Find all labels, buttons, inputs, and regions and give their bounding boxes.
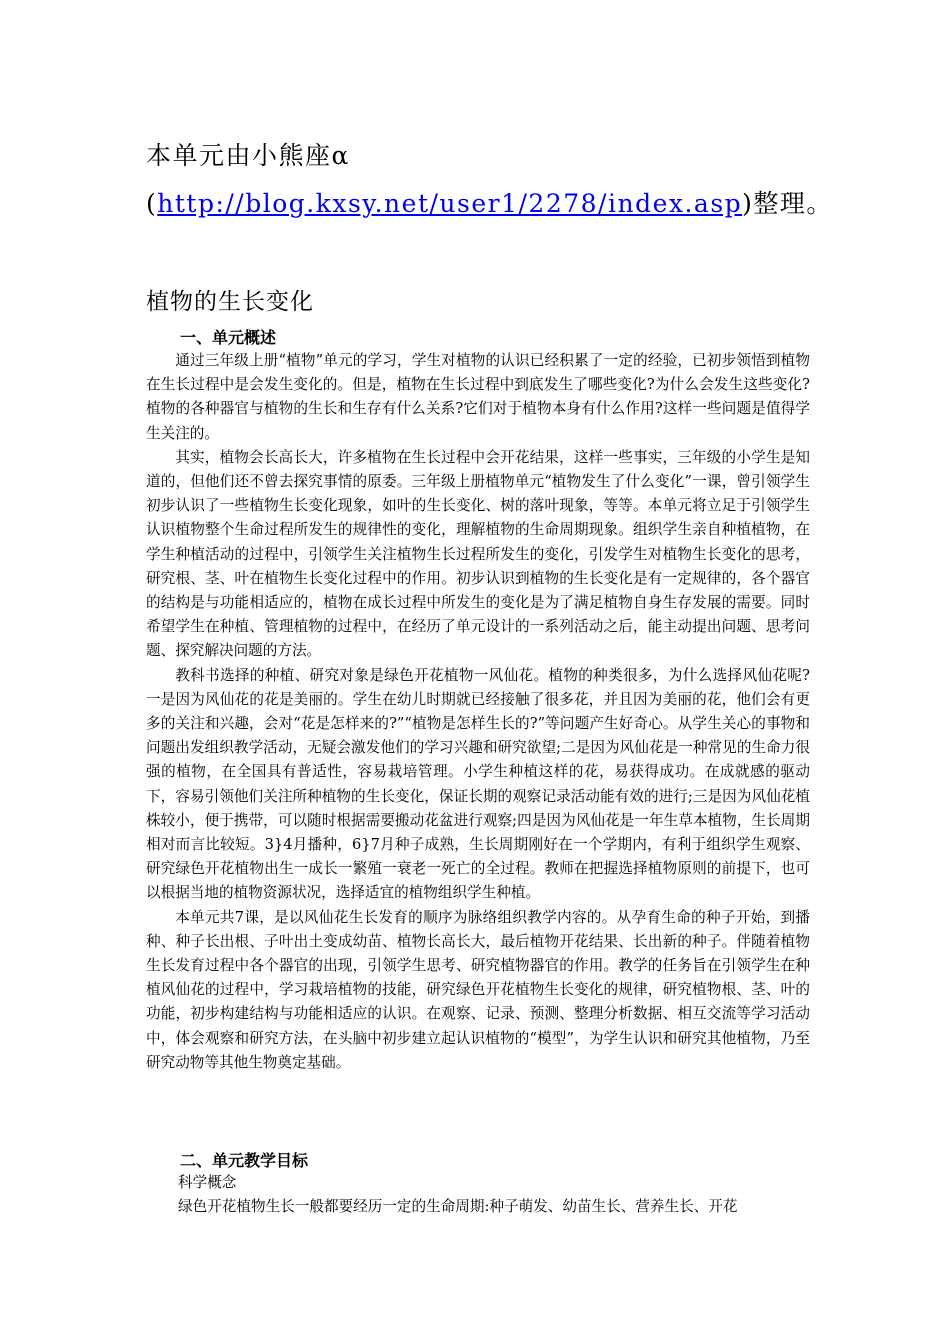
overview-body	[146, 349, 810, 1075]
section-heading-goals: 二、单元教学目标	[180, 1151, 309, 1170]
header-credit-text: 本单元由小熊座α	[146, 141, 350, 170]
paren-open: (	[146, 189, 158, 218]
header-credit	[146, 136, 350, 172]
paragraph: 通过三年级上册“植物”单元的学习，学生对植物的认识已经积累了一定的经验，已初步领悟到植物在生长过程中是会发生变化的。但是，植物在生长过程中到底发生了哪些变化?为什么会发生这些变化?植物的各种器官与植物的生长和生存有什么关系?它们对于植物本身有什么作用?这样一些问题是值得学生关注的。	[146, 352, 810, 442]
paragraph: 教科书选择的种植、研究对象是绿色开花植物一风仙花。植物的种类很多，为什么选择风仙花呢?一是因为风仙花的花是美丽的。学生在幼儿时期就已经接触了很多花，并且因为美丽的花，他们会有更多的关注和兴趣，会对“花是怎样来的?”“植物是怎样生长的?”等问题产生好奇心。从学生关心的事物和问题出发组织教学活动，无疑会激发他们的学习兴趣和研究欲望;二是因为风仙花是一种常见的生命力很强的植物，在全国具有普适性，容易栽培管理。小学生种植这样的花，易获得成功。在成就感的驱动下，容易引领他们关注所种植物的生长变化，保证长期的观察记录活动能有效的进行;三是因为风仙花植株较小，便于携带，可以随时根据需要搬动花盆进行观察;四是因为风仙花是一年生草本植物，生长周期相对而言比较短。3}4月播种，6}7月种子成熟，生长周期刚好在一个学期内，有利于组织学生观察、研究绿色开花植物出生一成长一繁殖一衰老一死亡的全过程。教师在把握选择植物原则的前提下，也可以根据当地的植物资源状况，选择适宜的植物组织学生种植。	[146, 666, 810, 902]
sublabel-science-concept: 科学概念	[178, 1174, 237, 1191]
document-title: 植物的生长变化	[146, 289, 314, 315]
paragraph: 其实，植物会长高长大，许多植物在生长过程中会开花结果，这样一些事实，三年级的小学生是知道的，但他们还不曾去探究事情的原委。三年级上册植物单元“植物发生了什么变化”一课，曾引领学生初步认识了一些植物生长变化现象，如叶的生长变化、树的落叶现象，等等。本单元将立足于引领学生认识植物整个生命过程所发生的规律性的变化，理解植物的生命周期现象。组织学生亲自种植植物，在学生种植活动的过程中，引领学生关注植物生长过程所发生的变化，引发学生对植物生长变化的思考，研究根、茎、叶在植物生长变化过程中的作用。初步认识到植物的生长变化是有一定规律的，各个器官的结构是与功能相适应的，植物在成长过程中所发生的变化是为了满足植物自身生存发展的需要。同时希望学生在种植、管理植物的过程中，在经历了单元设计的一系列活动之后，能主动提出问题、思考问题、探究解决问题的方法。	[146, 448, 810, 660]
paragraph: 本单元共7课，是以风仙花生长发育的顺序为脉络组织教学内容的。从孕育生命的种子开始，到播种、种子长出根、子叶出土变成幼苗、植物长高长大，最后植物开花结果、长出新的种子。伴随着植物生长发育过程中各个器官的出现，引领学生思考、研究植物器官的作用。教学的任务旨在引领学生在种植风仙花的过程中，学习栽培植物的技能，研究绿色开花植物生长变化的规律，研究植物根、茎、叶的功能，初步构建结构与功能相适应的认识。在观察、记录、预测、整理分析数据、相互交流等学习活动中，体会观察和研究方法，在头脑中初步建立起认识植物的“模型”，为学生认识和研究其他植物，乃至研究动物等其他生物奠定基础。	[146, 908, 810, 1071]
header-source	[146, 184, 833, 220]
source-link[interactable]: http://blog.kxsy.net/user1/2278/index.asp	[157, 189, 743, 218]
section-heading-overview: 一、单元概述	[180, 328, 277, 347]
goals-first-line: 绿色开花植物生长一般都要经历一定的生命周期:种子萌发、幼苗生长、营养生长、开花	[178, 1198, 738, 1215]
paren-close: )整理。	[742, 189, 833, 218]
